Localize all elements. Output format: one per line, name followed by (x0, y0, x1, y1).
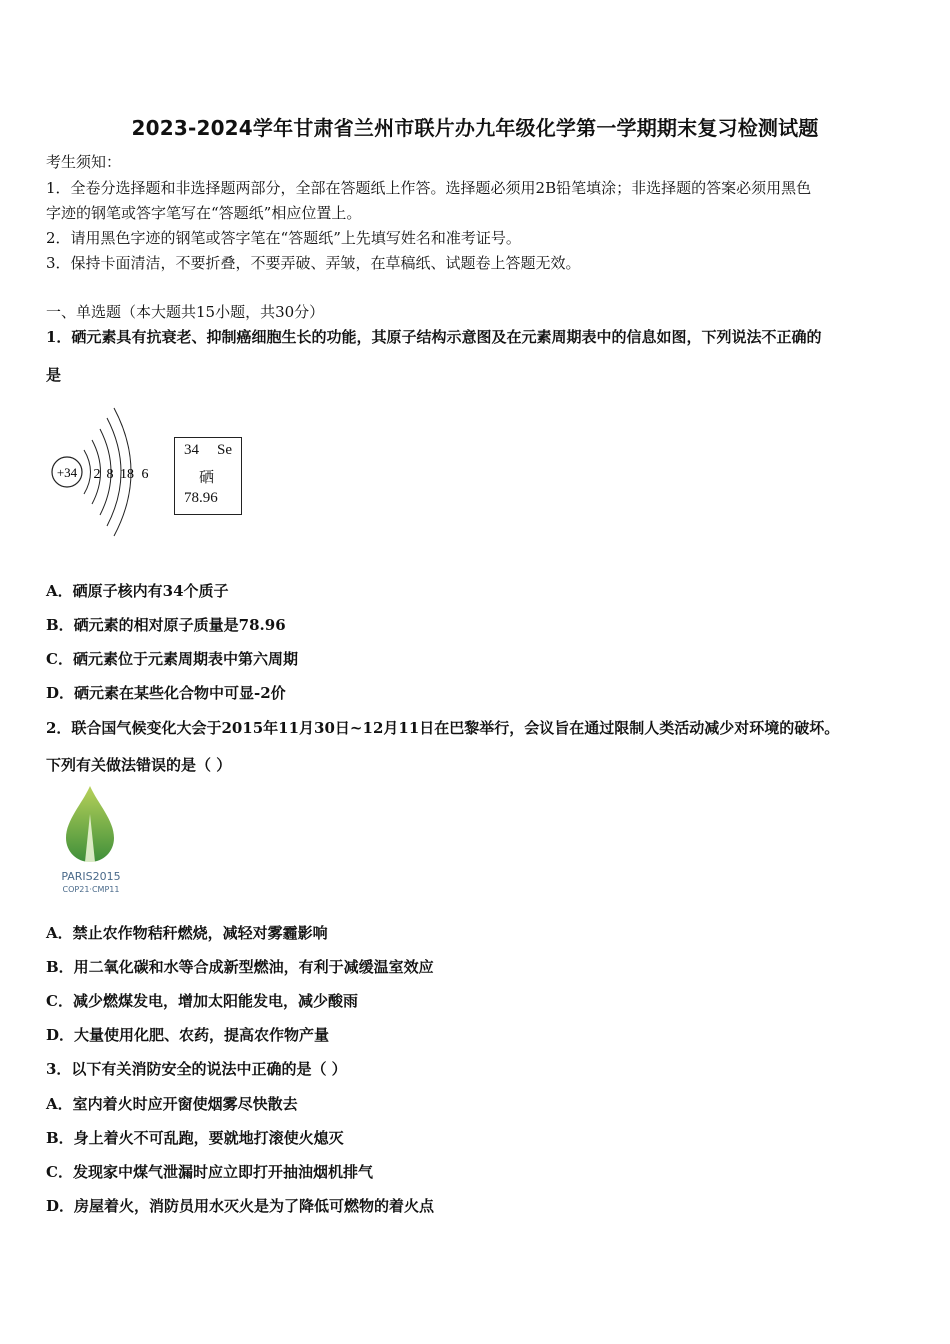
atom-structure-diagram (44, 396, 159, 548)
question-3-stem: 3．以下有关消防安全的说法中正确的是（ ） (46, 1060, 347, 1078)
notice-item: 1．全卷分选择题和非选择题两部分，全部在答题纸上作答。选择题必须用2B铅笔填涂；非选择题的答案必须用黑色 (46, 179, 812, 197)
element-name: 硒 (199, 470, 215, 486)
option-b: B．用二氧化碳和水等合成新型燃油，有利于减缓温室效应 (46, 958, 434, 976)
question-2-stem: 2．联合国气候变化大会于2015年11月30日~12月11日在巴黎举行，会议旨在通过限制人类活动减少对环境的破坏。 (46, 719, 840, 737)
notice-heading: 考生须知： (46, 153, 122, 171)
option-c: C．硒元素位于元素周期表中第六周期 (46, 650, 298, 668)
option-a: A．硒原子核内有34个质子 (46, 582, 229, 600)
option-d: D．大量使用化肥、农药，提高农作物产量 (46, 1026, 330, 1044)
atomic-number: 34 (184, 442, 199, 458)
option-d: D．房屋着火，消防员用水灭火是为了降低可燃物的着火点 (46, 1197, 435, 1215)
shell-electron-count: 6 (141, 467, 149, 482)
paris2015-logo (52, 784, 130, 898)
element-symbol: Se (217, 442, 232, 458)
question-1-stem-cont: 是 (46, 366, 62, 384)
nucleus-charge: +34 (56, 465, 78, 480)
shell-electron-count: 8 (106, 467, 114, 482)
option-a: A．禁止农作物秸秆燃烧，减轻对雾霾影响 (46, 924, 328, 942)
option-b: B．身上着火不可乱跑，要就地打滚使火熄灭 (46, 1129, 344, 1147)
section-heading: 一、单选题（本大题共15小题，共30分） (46, 303, 325, 321)
option-c: C．减少燃煤发电，增加太阳能发电，减少酸雨 (46, 992, 358, 1010)
notice-item: 字迹的钢笔或答字笔写在“答题纸”相应位置上。 (46, 204, 362, 222)
shell-electron-count: 2 (93, 467, 101, 482)
option-d: D．硒元素在某些化合物中可显-2价 (46, 684, 286, 702)
atomic-mass: 78.96 (184, 490, 218, 506)
notice-item: 3．保持卡面清洁，不要折叠，不要弄破、弄皱，在草稿纸、试题卷上答题无效。 (46, 254, 581, 272)
option-b: B．硒元素的相对原子质量是78.96 (46, 616, 286, 634)
notice-item: 2．请用黑色字迹的钢笔或答字笔在“答题纸”上先填写姓名和准考证号。 (46, 229, 521, 247)
logo-text: PARIS2015 (61, 870, 121, 883)
logo-subtext: COP21·CMP11 (62, 885, 120, 894)
question-2-stem-cont: 下列有关做法错误的是（ ） (46, 756, 232, 774)
option-c: C．发现家中煤气泄漏时应立即打开抽油烟机排气 (46, 1163, 373, 1181)
periodic-table-cell (174, 437, 242, 515)
question-1-stem: 1．硒元素具有抗衰老、抑制癌细胞生长的功能，其原子结构示意图及在元素周期表中的信息如图，下列说法不正确的 (46, 328, 822, 346)
option-a: A．室内着火时应开窗使烟雾尽快散去 (46, 1095, 298, 1113)
shell-electron-count: 18 (120, 467, 134, 482)
electron-shell-arc (84, 450, 91, 494)
page-title: 2023-2024学年甘肃省兰州市联片办九年级化学第一学期期末复习检测试题 (131, 116, 819, 140)
